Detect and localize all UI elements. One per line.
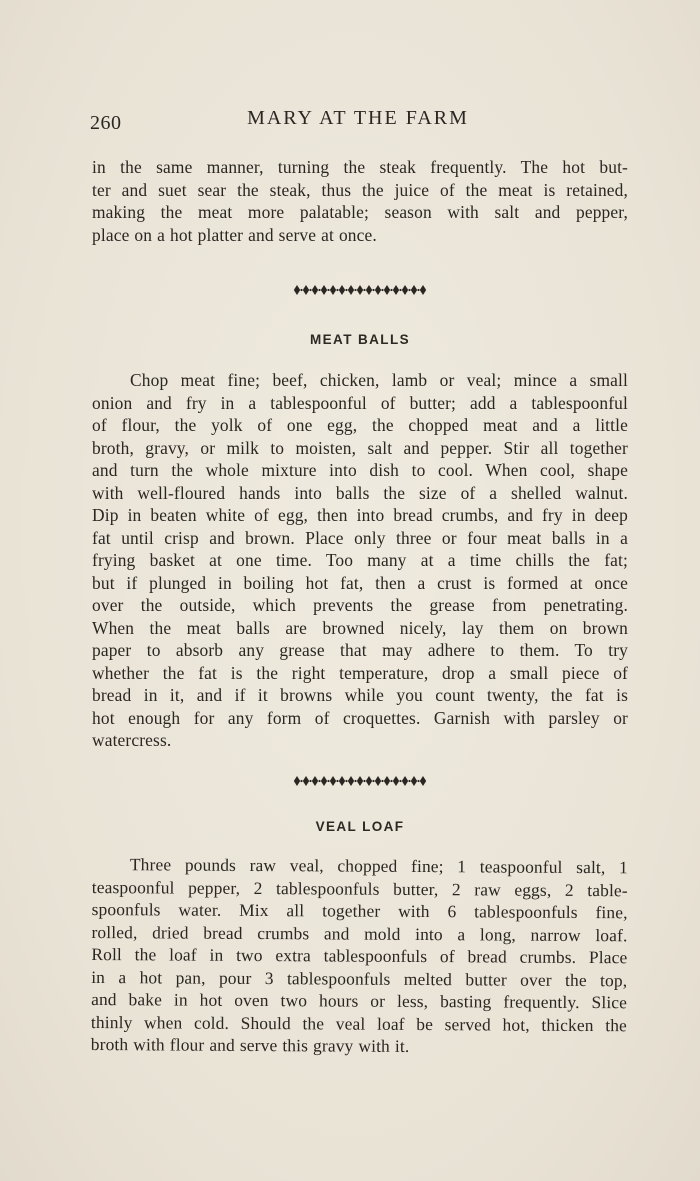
ornament-diamond xyxy=(330,776,336,786)
ornament-dot xyxy=(300,289,302,291)
text-line: Chop meat fine; beef, chicken, lamb or veal; mince a small xyxy=(130,370,628,390)
ornament-diamond xyxy=(321,285,327,295)
text-line: thinly when cold. Should the veal loaf be served hot, thicken the xyxy=(90,1011,628,1035)
meat-balls-paragraph xyxy=(92,369,628,752)
ornament-diamond xyxy=(348,285,354,295)
ornament-dot xyxy=(372,780,374,782)
text-line: rolled, dried bread crumbs and mold into a long, narrow loaf. xyxy=(91,921,628,945)
ornament-diamond xyxy=(339,776,345,786)
text-line: place on a hot platter and serve at once. xyxy=(92,224,377,245)
ornament-dot xyxy=(408,780,410,782)
ornament-dot xyxy=(363,289,365,291)
ornament-dot xyxy=(399,289,401,291)
ornament-diamond xyxy=(411,776,417,786)
text-line: spoonfuls water. Mix all together with 6 tablespoonfuls fine, xyxy=(91,898,628,923)
text-line: ter and suet sear the steak, thus the juice of the meat is retained, xyxy=(92,179,628,200)
ornament-diamond xyxy=(420,285,426,295)
text-line: in a hot pan, pour 3 tablespoonfuls melted butter over the top, xyxy=(91,966,628,990)
ornament-diamond xyxy=(393,776,399,786)
ornament-dot xyxy=(372,289,374,291)
ornament-dot xyxy=(327,780,329,782)
section-heading-meat-balls: MEAT BALLS xyxy=(310,332,410,347)
ornament-dot xyxy=(354,289,356,291)
ornament-dot xyxy=(336,289,338,291)
ornament-divider-icon xyxy=(290,774,430,788)
ornament-dot xyxy=(390,780,392,782)
ornament-diamond xyxy=(357,776,363,786)
text-line: and bake in hot oven two hours or less, basting frequently. Slice xyxy=(91,988,628,1013)
ornament-diamond xyxy=(339,285,345,295)
text-line: watercress. xyxy=(92,730,172,750)
ornament-diamond xyxy=(375,285,381,295)
ornament-diamond xyxy=(312,776,318,786)
text-line: onion and fry in a tablespoonful of butter; add a tablespoonful xyxy=(92,392,628,413)
text-line: over the outside, which prevents the grease from penetrating. xyxy=(92,595,628,615)
ornament-dot xyxy=(336,780,338,782)
ornament-dot xyxy=(327,289,329,291)
text-line: broth, gravy, or milk to moisten, salt and pepper. Stir all together xyxy=(92,437,628,458)
veal-loaf-paragraph xyxy=(91,853,628,1059)
text-line: broth with flour and serve this gravy with it. xyxy=(90,1033,410,1056)
text-line: whether the fat is the right temperature, drop a small piece of xyxy=(92,662,628,683)
ornament-dot xyxy=(345,780,347,782)
text-line: When the meat balls are browned nicely, lay them on brown xyxy=(92,617,628,638)
ornament-dot xyxy=(309,780,311,782)
ornament-dot xyxy=(408,289,410,291)
text-line: fat until crisp and brown. Place only three or four meat balls in a xyxy=(92,527,628,548)
ornament-dot xyxy=(318,289,320,291)
ornament-diamond xyxy=(393,285,399,295)
ornament-diamond xyxy=(384,776,390,786)
text-line: of flour, the yolk of one egg, the chopped meat and a little xyxy=(92,415,628,435)
ornament-diamond xyxy=(312,285,318,295)
ornament-diamond xyxy=(303,285,309,295)
ornament-dot xyxy=(354,780,356,782)
text-line: Roll the loaf in two extra tablespoonfuls of bread crumbs. Place xyxy=(91,943,628,968)
ornament-diamond xyxy=(294,776,300,786)
ornament-dot xyxy=(399,780,401,782)
ornament-diamond xyxy=(321,776,327,786)
ornament-dot xyxy=(390,289,392,291)
text-line: but if plunged in boiling hot fat, then a crust is formed at once xyxy=(92,572,628,593)
ornament-dot xyxy=(345,289,347,291)
ornament-dot xyxy=(381,780,383,782)
ornament-dot xyxy=(318,780,320,782)
intro-paragraph xyxy=(92,156,628,246)
ornament-diamond xyxy=(402,776,408,786)
ornament-dot xyxy=(300,780,302,782)
ornament-dot xyxy=(417,289,419,291)
text-line: hot enough for any form of croquettes. Garnish with parsley or xyxy=(92,707,628,728)
ornament-divider-icon xyxy=(290,283,430,297)
ornament-dot xyxy=(363,780,365,782)
text-line: in the same manner, turning the steak frequently. The hot but- xyxy=(92,157,628,177)
text-line: Three pounds raw veal, chopped fine; 1 teaspoonful salt, 1 xyxy=(129,854,628,878)
ornament-diamond xyxy=(366,285,372,295)
ornament-dot xyxy=(309,289,311,291)
ornament-dot xyxy=(381,289,383,291)
ornament-diamond xyxy=(411,285,417,295)
text-line: Dip in beaten white of egg, then into bread crumbs, and fry in deep xyxy=(92,505,628,525)
running-title: MARY AT THE FARM xyxy=(247,107,469,129)
ornament-dot xyxy=(417,780,419,782)
ornament-diamond xyxy=(330,285,336,295)
ornament-diamond xyxy=(357,285,363,295)
ornament-diamond xyxy=(348,776,354,786)
text-line: bread in it, and if it browns while you count twenty, the fat is xyxy=(92,685,628,705)
ornament-diamond xyxy=(303,776,309,786)
text-line: making the meat more palatable; season with salt and pepper, xyxy=(92,202,628,222)
ornament-diamond xyxy=(402,285,408,295)
ornament-diamond xyxy=(375,776,381,786)
text-line: teaspoonful pepper, 2 tablespoonfuls butter, 2 raw eggs, 2 table- xyxy=(91,876,628,900)
text-line: and turn the whole mixture into dish to cool. When cool, shape xyxy=(92,460,628,480)
ornament-diamond xyxy=(366,776,372,786)
running-head xyxy=(90,104,630,134)
text-line: with well-floured hands into balls the size of a shelled walnut. xyxy=(92,482,628,503)
ornament-diamond xyxy=(384,285,390,295)
ornament-diamond xyxy=(420,776,426,786)
text-line: paper to absorb any grease that may adhere to them. To try xyxy=(92,640,628,660)
ornament-diamond xyxy=(294,285,300,295)
page-number: 260 xyxy=(90,112,122,134)
section-heading-veal-loaf: VEAL LOAF xyxy=(315,819,405,834)
text-line: frying basket at one time. Too many at a time chills the fat; xyxy=(92,550,628,570)
